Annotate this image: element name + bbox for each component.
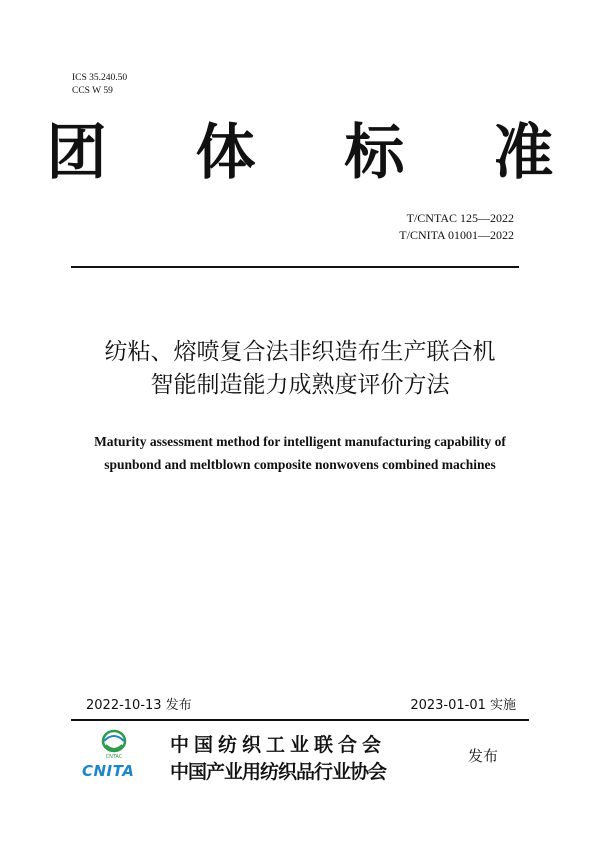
publisher-cntac: 中国纺织工业联合会: [170, 734, 387, 756]
ics-code: ICS 35.240.50: [72, 73, 128, 83]
standard-numbers: [399, 210, 514, 244]
ccs-code: CCS W 59: [72, 86, 113, 96]
english-title-line1: Maturity assessment method for intelligent manufacturing capability of: [94, 434, 506, 449]
logo-small-text: CNTAC: [105, 754, 123, 760]
publisher-cnita: 中国产业用纺织品行业协会: [170, 761, 387, 783]
chinese-title-line1: 纺粘、熔喷复合法非织造布生产联合机: [104, 339, 496, 365]
standard-number-cntac: T/CNTAC 125—2022: [406, 211, 514, 225]
chinese-title-line2: 智能制造能力成熟度评价方法: [150, 372, 450, 398]
logo-arc: [104, 736, 124, 741]
bottom-divider: [71, 719, 529, 721]
issue-date: 2022-10-13 发布: [86, 698, 192, 713]
standard-number-cnita: T/CNITA 01001—2022: [399, 228, 514, 242]
classification-codes: [72, 72, 127, 98]
publish-label: 发布: [468, 747, 499, 765]
chinese-title: [0, 336, 600, 402]
top-divider: [71, 266, 519, 268]
document-type-title: 团 体 标 准: [46, 118, 588, 188]
english-title: [0, 430, 600, 476]
implementation-date: 2023-01-01 实施: [410, 698, 516, 713]
english-title-line2: spunbond and meltblown composite nonwovens combined machines: [104, 457, 496, 472]
cnita-logo-text: CNITA: [82, 762, 135, 780]
